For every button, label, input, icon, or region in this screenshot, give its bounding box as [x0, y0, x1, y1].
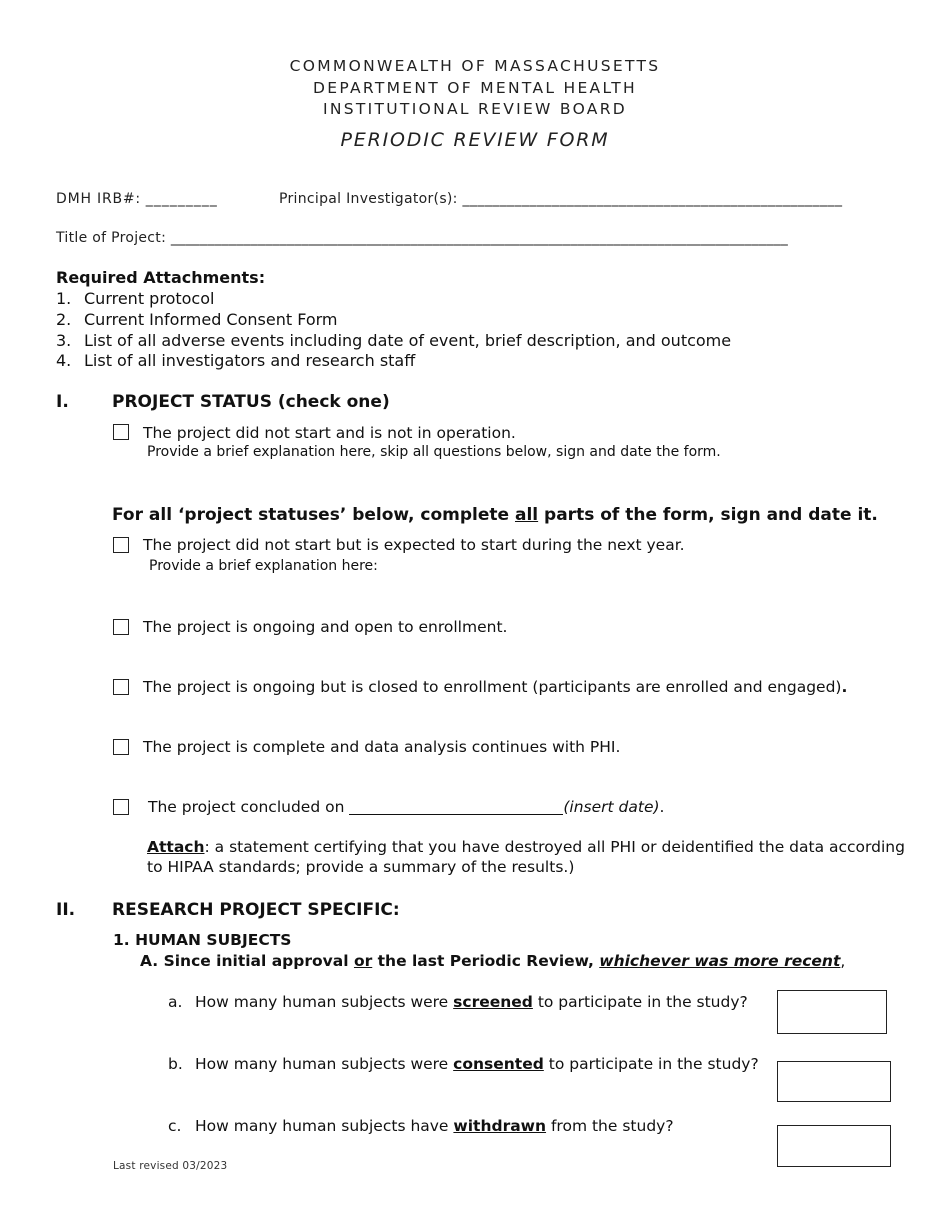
withdrawn-count-input[interactable]: [777, 1125, 891, 1167]
principal-investigator-label: Principal Investigator(s):: [279, 191, 458, 207]
instruction-text: For all ‘project statuses’ below, complete: [112, 505, 515, 525]
status-concluded-checkbox[interactable]: [113, 799, 129, 815]
instruction-emphasis: all: [514, 505, 539, 525]
principal-investigator-field[interactable]: [279, 191, 842, 207]
irb-number-label: DMH IRB#:: [56, 191, 141, 207]
attachment-text: Current Informed Consent Form: [84, 310, 338, 329]
since-approval-text: A. Since initial approval: [140, 952, 354, 970]
question-text-post: from the study?: [546, 1117, 674, 1135]
concluded-period: .: [659, 798, 665, 816]
status-closed-enrollment-checkbox[interactable]: [113, 679, 129, 695]
question-text-pre: How many human subjects were: [195, 1055, 454, 1073]
status-concluded-label: [148, 798, 664, 816]
attachment-text: List of all investigators and research staff: [84, 351, 416, 370]
section-1-title: PROJECT STATUS (check one): [112, 392, 390, 412]
attach-statement-line-1: [147, 838, 905, 856]
attachment-num: 4.: [56, 351, 72, 370]
status-complete-phi-checkbox[interactable]: [113, 739, 129, 755]
status-not-started-label: The project did not start and is not in operation.: [143, 424, 516, 442]
human-subjects-heading: 1. HUMAN SUBJECTS: [113, 931, 292, 949]
status-not-started-note: Provide a brief explanation here, skip all questions below, sign and date the form.: [147, 444, 721, 460]
project-title-field[interactable]: [56, 230, 788, 246]
attachment-item: [56, 289, 215, 308]
since-approval-text-2: the last Periodic Review,: [372, 952, 600, 970]
screened-count-input[interactable]: [777, 990, 887, 1034]
concluded-date-input[interactable]: [349, 798, 563, 815]
question-keyword: consented: [453, 1055, 544, 1073]
question-keyword: screened: [453, 993, 533, 1011]
question-letter: b.: [168, 1055, 183, 1073]
header-line-3: INSTITUTIONAL REVIEW BOARD: [322, 100, 628, 118]
instruction-text-end: parts of the form, sign and date it.: [538, 505, 878, 525]
status-expected-start-note: Provide a brief explanation here:: [149, 558, 378, 574]
attachment-text: Current protocol: [84, 289, 215, 308]
question-text-pre: How many human subjects have: [195, 1117, 454, 1135]
since-approval-heading: [140, 952, 845, 970]
concluded-date-hint: (insert date): [563, 798, 660, 816]
last-revised: Last revised 03/2023: [113, 1160, 228, 1172]
question-withdrawn: [168, 1117, 674, 1135]
status-complete-phi-label: The project is complete and data analysis continues with PHI.: [143, 738, 621, 756]
question-text: [195, 993, 748, 1011]
form-title: PERIODIC REVIEW FORM: [340, 129, 610, 151]
principal-investigator-blank[interactable]: ___________________________________________________: [462, 191, 843, 207]
status-instruction: [112, 505, 878, 525]
consented-count-input[interactable]: [777, 1061, 891, 1102]
question-letter: c.: [168, 1117, 182, 1135]
question-screened: [168, 993, 748, 1011]
status-expected-start-label: The project did not start but is expected to start during the next year.: [143, 536, 685, 554]
section-2-number: II.: [56, 900, 76, 920]
question-text-pre: How many human subjects were: [195, 993, 454, 1011]
since-approval-emphasis: whichever was more recent: [599, 952, 841, 970]
attachments-heading: Required Attachments:: [56, 268, 266, 287]
question-keyword: withdrawn: [453, 1117, 547, 1135]
status-not-started-checkbox[interactable]: [113, 424, 129, 440]
project-title-label: Title of Project:: [56, 230, 167, 246]
question-text-post: to participate in the study?: [532, 993, 748, 1011]
question-letter: a.: [168, 993, 183, 1011]
attachment-text: List of all adverse events including date of event, brief description, and outcome: [84, 331, 732, 350]
attachment-item: [56, 331, 732, 350]
section-1-number: I.: [56, 392, 69, 412]
status-expected-start-checkbox[interactable]: [113, 537, 129, 553]
attach-text: : a statement certifying that you have destroyed all PHI or deidentified the data according: [204, 838, 905, 856]
status-closed-enrollment-label: [143, 678, 847, 696]
attachment-item: [56, 310, 338, 329]
since-approval-comma: ,: [840, 952, 846, 970]
question-text-post: to participate in the study?: [543, 1055, 759, 1073]
attachment-num: 3.: [56, 331, 72, 350]
irb-number-blank[interactable]: _________: [145, 191, 218, 207]
attach-statement-line-2: to HIPAA standards; provide a summary of the results.): [147, 858, 575, 876]
irb-number-field[interactable]: [56, 191, 218, 207]
header-line-1: COMMONWEALTH OF MASSACHUSETTS: [289, 57, 661, 75]
section-2-title: RESEARCH PROJECT SPECIFIC:: [112, 900, 400, 920]
project-title-blank[interactable]: _____________________________________________________________________________________: [170, 230, 788, 246]
attach-label: Attach: [147, 838, 205, 856]
attachment-num: 2.: [56, 310, 72, 329]
attachment-num: 1.: [56, 289, 72, 308]
question-text: [195, 1117, 674, 1135]
status-open-enrollment-label: The project is ongoing and open to enrollment.: [143, 618, 508, 636]
closed-enrollment-period: .: [841, 678, 848, 696]
closed-enrollment-text: The project is ongoing but is closed to enrollment (participants are enrolled and engaged): [143, 678, 842, 696]
question-text: [195, 1055, 759, 1073]
question-consented: [168, 1055, 759, 1073]
status-open-enrollment-checkbox[interactable]: [113, 619, 129, 635]
attachment-item: [56, 351, 416, 370]
since-approval-or: or: [353, 952, 373, 970]
header-line-2: DEPARTMENT OF MENTAL HEALTH: [313, 79, 637, 97]
concluded-text: The project concluded on: [148, 798, 345, 816]
